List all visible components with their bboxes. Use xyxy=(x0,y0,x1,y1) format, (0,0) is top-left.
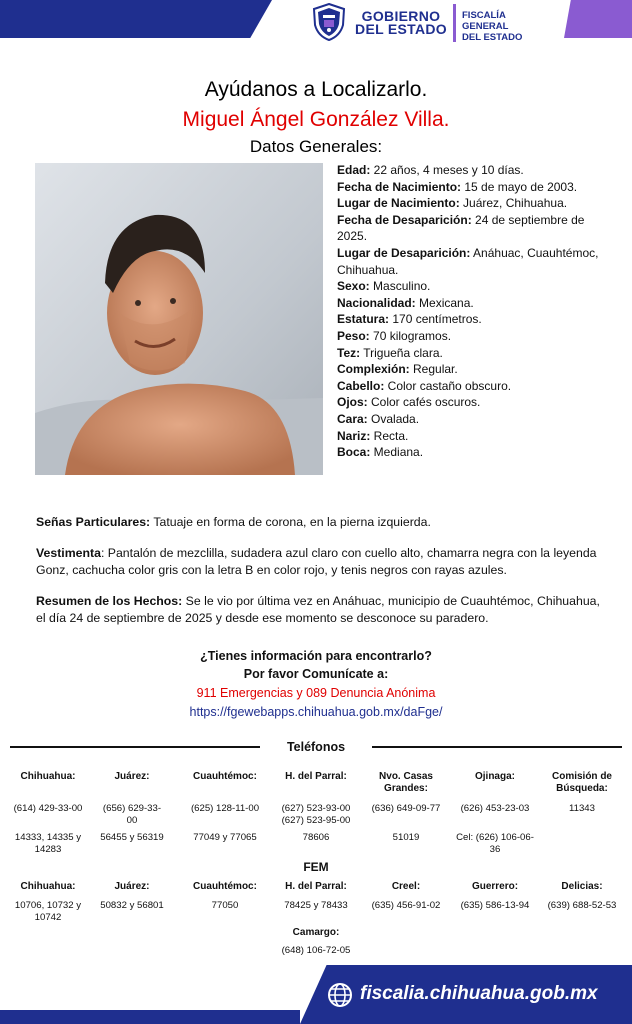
general-label: Tez: xyxy=(337,345,361,360)
fem-title: FEM xyxy=(303,860,329,874)
general-label: Boca: xyxy=(337,445,371,460)
general-label: Nacionalidad: xyxy=(337,295,416,310)
general-label: Lugar de Desaparición: xyxy=(337,245,471,260)
general-value: Mexicana. xyxy=(415,295,474,310)
vestimenta xyxy=(36,545,606,578)
footer-site[interactable]: fiscalia.chihuahua.gob.mx xyxy=(360,983,598,1004)
globe-icon xyxy=(327,982,353,1008)
telefonos-title: Teléfonos xyxy=(286,740,346,754)
telefono-cell: (626) 453-23-03 xyxy=(460,803,530,814)
general-label: Peso: xyxy=(337,328,370,343)
camargo-value: (648) 106-72-05 xyxy=(281,945,351,956)
header-band-right xyxy=(564,0,632,38)
telefono-header: Cuauhtémoc: xyxy=(193,771,257,782)
footer-band-left xyxy=(0,1010,300,1024)
person-name: Miguel Ángel González Villa. xyxy=(182,108,450,131)
telefono-cell: 78606 xyxy=(302,832,330,843)
telefono-cell: (656) 629-33-00 xyxy=(102,803,162,826)
general-value: 22 años, 4 meses y 10 días. xyxy=(370,163,524,177)
general-label: Edad: xyxy=(337,163,371,177)
telefono-cell: (614) 429-33-00 xyxy=(13,803,83,814)
general-label: Sexo: xyxy=(337,279,370,294)
fem-header: Delicias: xyxy=(561,881,603,892)
page-title: Ayúdanos a Localizarlo. xyxy=(204,78,428,101)
fem-header: Guerrero: xyxy=(471,881,519,892)
divider-right xyxy=(372,746,622,748)
general-label: Fecha de Nacimiento: xyxy=(337,179,462,194)
fem-header: Chihuahua: xyxy=(20,881,76,892)
telefono-cell: (636) 649-09-77 xyxy=(371,803,441,814)
general-row xyxy=(337,378,607,395)
fem-header: Juárez: xyxy=(114,881,150,892)
general-row xyxy=(337,411,607,428)
vestimenta-value: : Pantalón de mezclilla, sudadera azul claro con cuello alto, chamarra negra con la leyenda Gonz, cachucha color gris con la letra B en color rojo, y tenis negros con rayas azules. xyxy=(36,546,597,577)
fem-cell: (639) 688-52-53 xyxy=(547,900,617,911)
senas-particulares xyxy=(36,514,606,531)
general-row xyxy=(337,162,607,179)
resumen-hechos xyxy=(36,593,606,626)
contact-call: Por favor Comunícate a: xyxy=(243,667,389,681)
general-row xyxy=(337,444,607,461)
general-row xyxy=(337,278,607,295)
general-label: Cara: xyxy=(337,411,368,426)
general-value: 170 centímetros. xyxy=(389,312,482,327)
general-label: Ojos: xyxy=(337,395,368,410)
general-row xyxy=(337,245,607,278)
camargo-label: Camargo: xyxy=(292,927,340,938)
general-label: Estatura: xyxy=(337,312,390,327)
general-value: Masculino. xyxy=(369,279,431,294)
general-value: Color castaño obscuro. xyxy=(384,378,512,393)
general-value: Mediana. xyxy=(370,445,424,460)
gobierno-line1: GOBIERNO xyxy=(361,8,441,24)
vestimenta-label: Vestimenta xyxy=(36,546,101,560)
telefono-cell: 56455 y 56319 xyxy=(100,832,164,843)
general-row xyxy=(337,212,607,245)
telefono-header: Comisión de Búsqueda: xyxy=(551,771,612,794)
fem-cell: 50832 y 56801 xyxy=(100,900,164,911)
resumen-label: Resumen de los Hechos: xyxy=(36,594,183,608)
general-row xyxy=(337,179,607,196)
emergency-numbers: 911 Emergencias y 089 Denuncia Anónima xyxy=(196,686,436,700)
telefono-cell: 11343 xyxy=(569,803,595,814)
general-value: Color cafés oscuros. xyxy=(367,395,481,410)
fem-cell: (635) 586-13-94 xyxy=(460,900,530,911)
general-row xyxy=(337,345,607,362)
fem-cell: 10706, 10732 y 10742 xyxy=(14,900,82,923)
general-row xyxy=(337,394,607,411)
telefono-cell: 77049 y 77065 xyxy=(193,832,257,843)
general-label: Fecha de Desaparición: xyxy=(337,212,472,227)
general-data-list xyxy=(337,162,607,461)
general-label: Lugar de Nacimiento: xyxy=(337,196,460,211)
general-value: Regular. xyxy=(409,362,458,377)
general-row xyxy=(337,195,607,212)
general-value: 15 de mayo de 2003. xyxy=(461,179,578,194)
general-value: 70 kilogramos. xyxy=(369,328,452,343)
telefono-header: H. del Parral: xyxy=(285,771,347,782)
fiscalia-logo-text xyxy=(462,10,552,43)
general-label: Nariz: xyxy=(337,428,371,443)
general-label: Complexión: xyxy=(337,362,410,377)
general-value: Ovalada. xyxy=(367,411,420,426)
general-value: 24 de septiembre de 2025. xyxy=(337,212,585,244)
senas-label: Señas Particulares: xyxy=(36,515,151,529)
telefono-header: Chihuahua: xyxy=(20,771,76,782)
person-photo xyxy=(35,163,323,475)
telefono-cell: (625) 128-11-00 xyxy=(190,803,260,814)
fem-cell: 77050 xyxy=(211,900,239,911)
gobierno-line2: DEL ESTADO xyxy=(355,21,447,37)
general-value: Juárez, Chihuahua. xyxy=(459,196,568,211)
header-band-left xyxy=(0,0,272,38)
general-row xyxy=(337,361,607,378)
resumen-value: Se le vio por última vez en Anáhuac, municipio de Cuauhtémoc, Chihuahua, el día 24 de septiembre de 2025 y desde ese momento se desconoce su paradero. xyxy=(36,594,600,625)
general-row xyxy=(337,295,607,312)
fem-header: Creel: xyxy=(391,881,421,892)
telefono-header: Ojinaga: xyxy=(474,771,515,782)
fiscalia-line2: DEL ESTADO xyxy=(462,32,523,43)
general-row xyxy=(337,311,607,328)
fem-header: Cuauhtémoc: xyxy=(193,881,257,892)
telefono-cell: 51019 xyxy=(392,832,420,843)
telefono-cell: Cel: (626) 106-06-36 xyxy=(456,832,534,855)
fem-header: H. del Parral: xyxy=(285,881,347,892)
telefono-cell: (627) 523-93-00 (627) 523-95-00 xyxy=(281,803,351,826)
state-seal-icon xyxy=(312,3,346,41)
divider-left xyxy=(10,746,260,748)
senas-value: Tatuaje en forma de corona, en la pierna izquierda. xyxy=(150,515,431,529)
general-value: Anáhuac, Cuauhtémoc, Chihuahua. xyxy=(337,245,599,277)
contact-question: ¿Tienes información para encontrarlo? xyxy=(200,649,432,663)
fiscalia-line1: FISCALÍA GENERAL xyxy=(462,10,509,32)
general-row xyxy=(337,328,607,345)
gobierno-logo-text xyxy=(352,10,450,36)
fem-cell: 78425 y 78433 xyxy=(284,900,348,911)
telefono-header: Nvo. Casas Grandes: xyxy=(379,771,433,794)
telefono-cell: 14333, 14335 y 14283 xyxy=(14,832,82,855)
general-value: Trigueña clara. xyxy=(360,345,443,360)
telefono-header: Juárez: xyxy=(114,771,150,782)
fem-cell: (635) 456-91-02 xyxy=(371,900,441,911)
general-label: Cabello: xyxy=(337,378,385,393)
section-title: Datos Generales: xyxy=(249,137,383,156)
header-divider xyxy=(453,4,456,42)
report-link[interactable]: https://fgewebapps.chihuahua.gob.mx/daFge/ xyxy=(189,705,443,719)
general-row xyxy=(337,428,607,445)
general-value: Recta. xyxy=(370,428,409,443)
